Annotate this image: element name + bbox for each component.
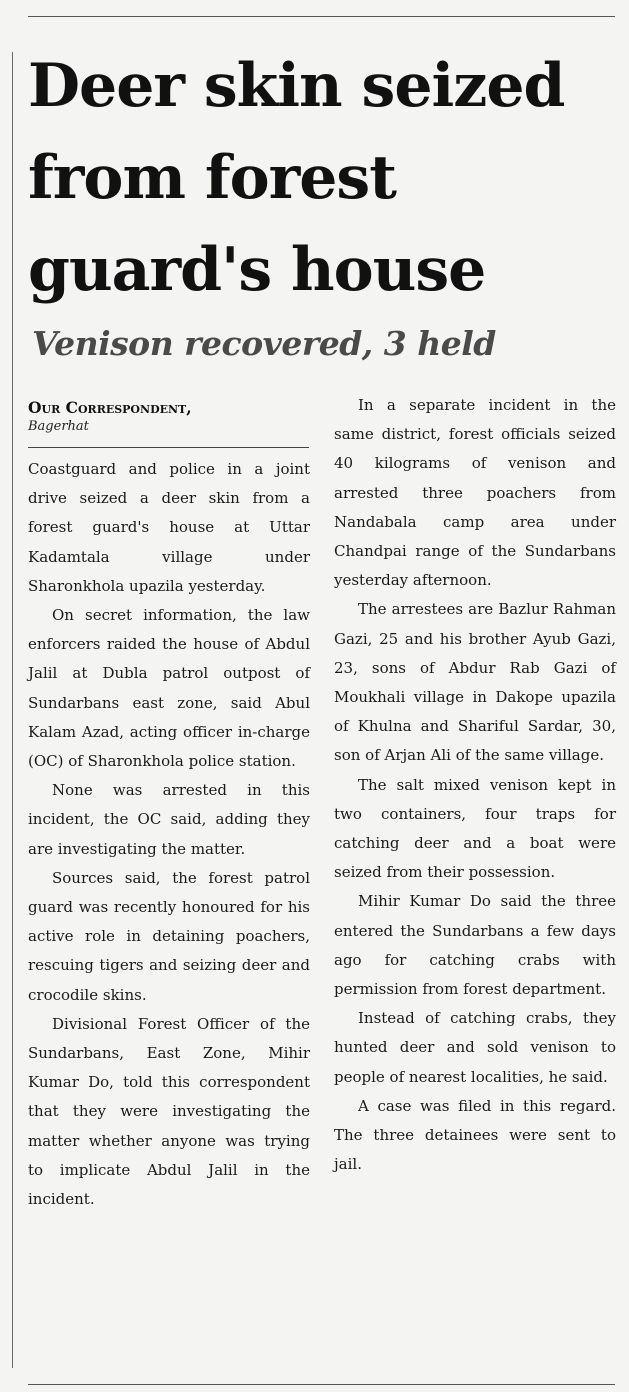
paragraph: Divisional Forest Officer of the Sundarbans, East Zone, Mihir Kumar Do, told this correspondent that they were investigating the matter whether anyone was trying to implicate Abdul Jalil in the incident. xyxy=(28,1014,310,1209)
paragraph: On secret information, the law enforcers raided the house of Abdul Jalil at Dubla patrol outpost of Sundarbans east zone, said Abul Kalam Azad, acting officer in-charge (OC) of Sharonkhola police station. xyxy=(28,606,310,771)
headline: Deer skin seized from forest guard's house xyxy=(28,51,565,305)
paragraph: Instead of catching crabs, they hunted deer and sold venison to people of nearest localities, he said. xyxy=(334,1009,616,1086)
paragraph: Mihir Kumar Do said the three entered the Sundarbans a few days ago for catching crabs with permission from forest department. xyxy=(334,892,616,999)
subheadline: Venison recovered, 3 held xyxy=(32,324,496,363)
top-rule xyxy=(28,16,615,17)
paragraph: In a separate incident in the same district, forest officials seized 40 kilograms of venison and arrested three poachers from Nandabala camp area under Chandpai range of the Sundarbans yesterday afternoon. xyxy=(334,396,616,590)
paragraph: A case was filed in this regard. The three detainees were sent to jail. xyxy=(334,1096,616,1174)
byline-location: Bagerhat xyxy=(28,419,89,434)
right-column xyxy=(334,391,616,1179)
byline-divider xyxy=(28,447,309,448)
paragraph: None was arrested in this incident, the OC said, adding they are investigating the matter. xyxy=(28,781,310,858)
paragraph: The arrestees are Bazlur Rahman Gazi, 25 and his brother Ayub Gazi, 23, sons of Abdur Rab Gazi of Moukhali village in Dakope upazila of Khulna and Shariful Sardar, 30, son of Arjan Ali of the same village. xyxy=(334,600,616,765)
byline-name: Our Correspondent, xyxy=(28,398,192,417)
left-column xyxy=(28,455,310,1214)
paragraph: The salt mixed venison kept in two containers, four traps for catching deer and a boat were seized from their possession. xyxy=(334,775,616,882)
paragraph: Coastguard and police in a joint drive seized a deer skin from a forest guard's house at Uttar Kadamtala village under Sharonkhola upazila yesterday. xyxy=(28,460,310,595)
paragraph: Sources said, the forest patrol guard was recently honoured for his active role in detaining poachers, rescuing tigers and seizing deer and crocodile skins. xyxy=(28,868,310,1004)
bottom-rule xyxy=(28,1384,615,1385)
left-column-rule xyxy=(12,52,13,1368)
